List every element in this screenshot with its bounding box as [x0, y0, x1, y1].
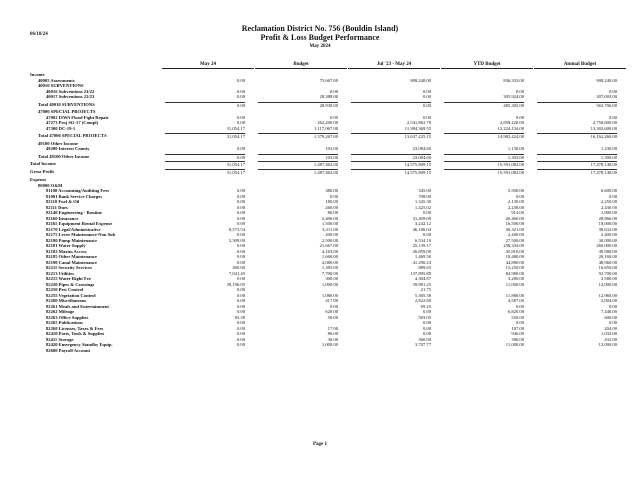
report-title: Profit & Loss Budget Performance [260, 33, 380, 42]
row-value: 0.00 [608, 88, 617, 94]
row-value: 26,460.00 [505, 215, 524, 221]
row-label: 82265 Publications [46, 320, 83, 325]
row-value: 21.75 [420, 287, 431, 292]
row-value: 1,032.00 [600, 331, 617, 336]
row-label: 47000 SPECIAL PROJECTS [38, 109, 96, 114]
row-value: 3,242.12 [414, 221, 431, 226]
row-value: 2,541,862.78 [406, 120, 431, 125]
row-value: 238,334.00 [503, 243, 524, 248]
row-value: 31,054.17 [226, 125, 245, 131]
row-value: 28,938.00 [258, 102, 338, 109]
row-label: 82220 Pipes & Crossings [46, 281, 95, 287]
row-value: 12,000.00 [598, 281, 617, 287]
row-label: Income [30, 72, 45, 77]
row-label: 82263 Office Supplies [46, 314, 89, 320]
row-value: 1,080.00 [321, 292, 338, 298]
row-value: 0.00 [236, 232, 245, 237]
row-label: Total 47000 SPECIAL PROJECTS [38, 133, 107, 138]
row-value: 3,311.00 [322, 226, 338, 232]
row-value: 0.00 [422, 320, 431, 325]
row-label: 81100 Accounting/Auditing Fees [46, 188, 110, 193]
row-value: 0.00 [236, 88, 245, 94]
row-value: 836,333.00 [503, 77, 524, 83]
row-value: 39,196.05 [226, 281, 245, 287]
row-value: 0.00 [236, 193, 245, 199]
report-rows [0, 72, 640, 353]
row-value: 0.00 [236, 276, 245, 281]
row-label: 82262 Mileage [46, 309, 75, 314]
row-value: 23,084.60 [351, 154, 431, 161]
page-footer: Page 1 [312, 442, 328, 447]
row-value: 2,430.00 [600, 204, 617, 210]
row-value: 0.00 [422, 309, 431, 314]
row-value: 86.00 [327, 331, 338, 336]
row-value: 16,650.00 [598, 265, 617, 270]
row-value: 1,117,067.00 [314, 125, 338, 131]
row-value: 345.00 [418, 188, 431, 193]
column-header-ytd-budget: YTD Budget [441, 62, 533, 69]
column-header-budget: Budget [255, 62, 347, 69]
row-value: 2,406.00 [321, 215, 338, 221]
row-value: 1,500.00 [321, 221, 338, 226]
row-value: 36,321.00 [505, 226, 524, 232]
row-label: 47300 DC-19-1 [46, 125, 76, 131]
row-value: 485,305.00 [444, 102, 524, 109]
row-value: 28,866.00 [598, 215, 617, 221]
row-value: 600.00 [604, 314, 617, 320]
row-value: 18,000.00 [598, 221, 617, 226]
column-header-month: May 24 [162, 62, 254, 69]
row-value: 6,534.19 [414, 237, 431, 243]
row-value: 1,469.50 [414, 254, 431, 259]
row-value: 21,667.00 [319, 243, 338, 248]
total-row [0, 161, 640, 167]
row-value: 75,667.00 [319, 77, 338, 83]
row-value: 0.00 [515, 88, 524, 94]
row-label: 82181 Water Supply [46, 243, 86, 248]
row-value: 2,400.00 [600, 232, 617, 237]
row-value: 7,440.00 [600, 309, 617, 314]
row-value: 83.39 [234, 314, 245, 320]
row-value: 15,250.00 [505, 265, 524, 270]
row-value: 708.00 [418, 193, 431, 199]
row-value: 137,895.89 [410, 270, 431, 276]
row-value: 204.00 [604, 325, 617, 331]
row-value: 360.00 [418, 336, 431, 342]
row-value: 7,700.00 [321, 270, 338, 276]
row-value: 4,163.00 [321, 248, 338, 254]
row-label: Total Income [30, 161, 56, 166]
row-value: 0.00 [236, 215, 245, 221]
row-value: 0.00 [236, 248, 245, 254]
row-label: 82182 Maxim Access [46, 248, 87, 254]
row-label: 82260 Miscellaneous [46, 298, 87, 303]
row-label: 82185 Other Maintenance [46, 254, 97, 259]
row-value: 300.00 [325, 276, 338, 281]
row-value: 1,130.00 [507, 146, 524, 151]
row-value: 0.00 [236, 292, 245, 298]
row-label: 82411 Storage [46, 336, 74, 342]
row-value: 200.00 [325, 232, 338, 237]
row-value: 20,160.00 [598, 254, 617, 259]
row-value: 41,290.23 [412, 259, 431, 265]
report-row [0, 146, 640, 152]
row-value: 0.00 [236, 204, 245, 210]
row-value: 0.00 [236, 259, 245, 265]
column-header-annual-budget: Annual Budget [534, 62, 626, 69]
row-value: 2,822.60 [414, 298, 431, 303]
row-value: 6,600.00 [600, 188, 617, 193]
row-value: 0.00 [236, 146, 245, 151]
row-value: 0.00 [422, 94, 431, 99]
report-row [0, 348, 640, 354]
row-value: 13,302,600.00 [590, 125, 617, 131]
row-label: 40010 SUBVENTIONS [38, 83, 84, 88]
row-value: 400.00 [232, 265, 245, 270]
row-value: 0.00 [329, 88, 338, 94]
row-label: Gross Profit [30, 168, 54, 174]
row-label: 40016 Subventions 21/22 [46, 88, 95, 94]
row-value: 1,230.00 [600, 146, 617, 151]
row-value: 1,000.00 [321, 281, 338, 287]
row-label: 47002 ISWA Flood Fight Repair [46, 114, 109, 120]
row-label: 82213 Utilities [46, 270, 74, 276]
row-value: 2,858,220.00 [499, 120, 524, 125]
organization-name: Reclamation District No. 756 (Bouldin Island) [241, 24, 399, 33]
row-value: 1,345.30 [414, 199, 431, 204]
row-value: 0.00 [608, 320, 617, 325]
row-value: 26,859.00 [412, 248, 431, 254]
row-label: 82110 Fuel & Oil [46, 199, 80, 204]
row-value: 92,700.00 [598, 270, 617, 276]
row-value: 31,054.17 [165, 169, 245, 176]
row-label: 82190 Canal Maintenance [46, 259, 98, 265]
row-value: 432.00 [604, 336, 617, 342]
row-value: 0.00 [608, 114, 617, 120]
row-label: 40005 Assessments [38, 77, 75, 83]
row-value: 84,980.00 [505, 270, 524, 276]
row-value: 2,750,600.00 [592, 120, 617, 125]
row-value: 0.00 [236, 331, 245, 336]
row-value: 4,080.00 [321, 259, 338, 265]
row-value: 0.00 [329, 193, 338, 199]
row-value: 0.00 [236, 298, 245, 303]
row-label: 82211 Security Services [46, 265, 92, 270]
row-value: 0.00 [422, 88, 431, 94]
row-value: 0.00 [422, 210, 431, 215]
row-value: 8,573.54 [228, 226, 245, 232]
row-label: 82268 Licenses, Taxes & Fees [46, 325, 104, 331]
row-value: 5,004.00 [600, 298, 617, 303]
row-label: 80000 O&M [38, 182, 63, 188]
row-value: 260.00 [325, 204, 338, 210]
row-value: 12,000.00 [598, 342, 617, 347]
row-value: 0.00 [515, 320, 524, 325]
row-value: 28,388.00 [319, 94, 338, 99]
row-value: 0.00 [236, 303, 245, 309]
row-value: 0.00 [236, 210, 245, 215]
row-label: 82255 Vegetation Control [46, 292, 96, 298]
row-value: 620.00 [325, 309, 338, 314]
row-label: 81001 Bank Service Charges [46, 193, 103, 199]
row-value: 1,000.00 [600, 210, 617, 215]
row-value: 1,379,267.00 [258, 133, 338, 140]
row-value: 550.00 [511, 314, 524, 320]
row-value: 25,139.17 [412, 243, 431, 248]
row-value: 103.00 [258, 154, 338, 161]
row-value: 103.00 [325, 146, 338, 151]
row-value: 16,500.00 [505, 221, 524, 226]
row-value: 17,478,148.00 [537, 169, 617, 176]
row-value: 12,960.00 [598, 292, 617, 298]
row-value: 39,881.25 [412, 281, 431, 287]
row-value: 5,500.00 [507, 188, 524, 193]
row-value: 15,591,082.00 [444, 169, 524, 176]
row-value: 0.00 [329, 114, 338, 120]
total-row [0, 169, 640, 175]
row-value: 1,385.00 [321, 265, 338, 270]
row-value: 1,660.00 [321, 254, 338, 259]
row-value: 0.00 [608, 193, 617, 199]
row-label: 82111 Dues [46, 204, 68, 210]
row-value: 45,816.00 [505, 248, 524, 254]
row-value: 0.00 [236, 320, 245, 325]
row-value: 11,880.00 [505, 292, 524, 298]
row-value: 48,960.00 [598, 259, 617, 265]
row-value: 3,280.00 [507, 276, 524, 281]
row-value: 808,240.00 [410, 77, 431, 83]
row-value: 0.00 [236, 309, 245, 314]
total-row [0, 133, 640, 139]
row-value: 396.00 [511, 336, 524, 342]
row-value: 23,084.60 [412, 146, 431, 151]
row-value: 3,580.00 [600, 276, 617, 281]
report-row [0, 94, 640, 100]
row-value: 44,880.00 [505, 259, 524, 265]
row-value: 1,425.02 [414, 204, 431, 210]
row-value: 0.00 [236, 199, 245, 204]
row-value: 14,575,809.15 [351, 161, 431, 168]
row-value: 0.00 [165, 154, 245, 161]
row-label: 82180 Pump Maintenance [46, 237, 98, 243]
row-value: 0.00 [236, 243, 245, 248]
row-value: 0.00 [515, 303, 524, 309]
row-label: 82170 Legal/Administrative [46, 226, 101, 232]
row-value: 2,130.00 [507, 199, 524, 204]
row-value: 50.00 [327, 314, 338, 320]
row-value: 914.00 [511, 210, 524, 215]
row-value: 13,637,225.15 [351, 133, 431, 140]
row-label: 49100 Other Income [38, 140, 78, 146]
row-value: 0.00 [236, 114, 245, 120]
row-value: 380.00 [325, 188, 338, 193]
row-label: 82261 Meals and Entertainment [46, 303, 109, 309]
row-value: 0.00 [422, 232, 431, 237]
row-label: 47273 Proj SG-17 (Compl) [46, 120, 99, 125]
row-value: 187.00 [511, 325, 524, 331]
total-row [0, 102, 640, 108]
row-value: 16,162,260.00 [537, 133, 617, 140]
row-value: 0.00 [236, 120, 245, 125]
row-value: 86.00 [327, 210, 338, 215]
row-value: 563,706.00 [537, 102, 617, 109]
row-value: 0.00 [422, 325, 431, 331]
row-value: 417.00 [325, 298, 338, 303]
row-value: 36.00 [327, 336, 338, 342]
row-value: 908,240.00 [596, 77, 617, 83]
row-value: 0.00 [236, 77, 245, 83]
row-value: 30,000.00 [598, 237, 617, 243]
row-label: 82140 Engineering - Routine [46, 210, 103, 215]
row-value: 49,980.00 [598, 248, 617, 254]
row-value: 1,487,462.00 [258, 161, 338, 168]
row-value: 1,390.00 [537, 154, 617, 161]
row-value: 31,409.00 [412, 215, 431, 221]
row-value: 11,000.00 [505, 342, 524, 347]
row-value: 31,054.17 [165, 161, 245, 168]
row-value: 0.00 [236, 336, 245, 342]
total-row [0, 154, 640, 160]
row-value: 0.00 [351, 102, 431, 109]
row-value: 0.00 [236, 287, 245, 292]
row-value: 7,041.45 [228, 270, 245, 276]
row-value: 3,707.77 [414, 342, 431, 347]
row-label: 82600 Payroll Account [46, 347, 91, 353]
row-value: 0.00 [422, 331, 431, 336]
row-value: 46,186.04 [412, 226, 431, 232]
row-value: 11,000.00 [505, 281, 524, 287]
row-label: 82160 Insurance [46, 215, 79, 221]
row-value: 180.00 [325, 199, 338, 204]
row-value: 14,575,809.15 [351, 169, 431, 176]
row-value: 262,200.00 [317, 120, 338, 125]
row-value: 5,305.38 [414, 292, 431, 298]
row-value: 17,478,148.00 [537, 161, 617, 168]
row-value: 2,238.00 [507, 204, 524, 210]
row-label: 82175 Levee Maintenance-Non Sub [46, 232, 116, 237]
row-value: 0.00 [236, 188, 245, 193]
row-label: 82250 Pest Control [46, 287, 84, 292]
row-label: 82215 Water Right Fee [46, 276, 91, 281]
row-value: 0.00 [515, 114, 524, 120]
row-value: 17.00 [327, 325, 338, 331]
row-label: 49200 Interest County [46, 146, 90, 151]
row-value: 0.00 [608, 303, 617, 309]
row-label: 82410 Parts, Tools & Supplies [46, 331, 105, 336]
row-label: 82165 Equipment Rental Expense [46, 221, 113, 226]
row-value: 6,820.00 [507, 309, 524, 314]
row-value: 0.00 [236, 325, 245, 331]
row-value: 305,924.00 [503, 94, 524, 99]
report-date: 06/18/24 [30, 32, 48, 37]
row-value: 14,982,424.00 [444, 133, 524, 140]
row-value: 889.65 [418, 265, 431, 270]
row-value: 4,304.87 [414, 276, 431, 281]
row-value: 2,250.00 [600, 199, 617, 204]
row-value: 0.00 [236, 342, 245, 347]
row-value: 1,487,462.00 [258, 169, 338, 176]
row-value: 27,500.00 [505, 237, 524, 243]
row-value: 2,200.00 [507, 232, 524, 237]
row-value: 260,000.00 [596, 243, 617, 248]
row-label: Total 40010 SUBVENTIONS [38, 101, 95, 107]
row-value: 1,303.00 [444, 154, 524, 161]
row-value: 0.00 [329, 303, 338, 309]
row-value: 0.00 [515, 193, 524, 199]
row-value: 69.25 [420, 303, 431, 309]
row-value: 18,480.00 [505, 254, 524, 259]
row-value: 11,984,369.55 [404, 125, 431, 131]
row-label: Total 49100 Other Income [38, 153, 90, 159]
row-value: 39,632.00 [598, 226, 617, 232]
row-value: 0.00 [236, 221, 245, 226]
row-value: 0.00 [236, 94, 245, 99]
report-row [0, 126, 640, 132]
column-header-ytd: Jul '23 - May 24 [348, 62, 440, 69]
row-label: Expense [30, 177, 47, 182]
row-value: 1,000.00 [321, 342, 338, 347]
row-value: 946.00 [511, 331, 524, 336]
row-value: 31,054.17 [165, 133, 245, 140]
report-period: May 2024 [309, 44, 331, 49]
row-value: 2,309.00 [228, 237, 245, 243]
row-value: 15,591,082.00 [444, 161, 524, 168]
row-value: 12,224,134.00 [497, 125, 524, 131]
row-value: 4,587.00 [507, 298, 524, 303]
row-value: 0.00 [236, 254, 245, 259]
row-value: 0.00 [165, 102, 245, 109]
row-value: 2,500.00 [321, 237, 338, 243]
row-label: 82420 Emergency Standby Equip. [46, 342, 113, 347]
row-label: 40017 Subventions 22/23 [46, 94, 95, 99]
row-value: 0.00 [422, 114, 431, 120]
row-value: 503.05 [418, 314, 431, 320]
row-value: 307,003.00 [596, 94, 617, 99]
